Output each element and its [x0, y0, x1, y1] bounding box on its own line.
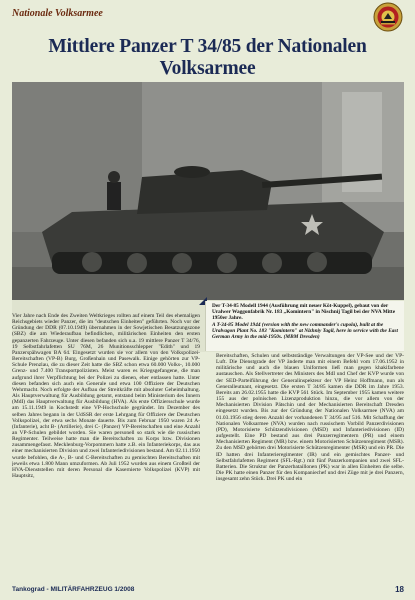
section-label: Nationale Volksarmee [12, 8, 103, 19]
body-column-left [12, 313, 200, 571]
article-title: Mittlere Panzer T 34/85 der Nationalen Volksarmee [48, 36, 367, 79]
body-paragraph-left: Vier Jahre nach Ende des Zweiten Weltkrieges rollten auf einem Teil des ehemaligen Reichsgebiets wieder Panzer, die im "deutschen Einheiten" geführten. Noch vor der Gründung der DDR (07.10.1949) übernahmen in der Sowjetischen Besatzungszone (SBZ) die am Wiederaufbau befindlichen, militärischen Einheiten den ersten gepanzerten Fahrzeuge. Unter diesen befanden sich u.a. 19 mittlere Panzer T 34/76, 19 Selbstfahrlafetten SU 76M, 26 Munitionsschlepper "Edith" und 19 Panzerspähwagen BA 64. Eingesetzt wurden sie vor allem von den Volkspolizei-Bereitschaften (VP-B) Burg, Großenhain und Pasewalk. Einige gehörten zur VP-Schule Prenzlau, die zu dieser Zeit hatte die SBZ schon etwa 60.000 Volks-, 10.000 Grenz- und 7.400 Transportpolizisten. Meist waren es Kriegsgefangene, die man aufgrund ihrer Verpflichtung bei der Polizei zu dienen, eher entlassen hatte. Unter diesen befanden sich auch ein Generale und etwa 100 Offiziere der Deutschen Wehrmacht. Noch erfolgte der Aufbau der Streitkräfte mit absoluter Geheimhaltung. Als Hauptverwaltung für Ausbildung getarnt, entstand beim Ministerium des Innern (MdI) das Hauptverwaltung für Ausbildung (HVA). Als erste Offiziersschule wurde am 15.11.1949 in Kochstedt eine VP-Hochschule gegründet. Im Dezember des selben Jahres begann in der UdSSR der erste Lehrgang für Offiziere der Deutschen Volkspolizei, der etwa sechs Monate dauerte. Bis zum Februar 1950 waren 24 A- (Infanterie), acht B- (Artillerie), drei C- (Panzer) VP-Bereitschaften und eine Anzahl an VP-Schulen gebildet worden. Sie waren personell so stark wie die russischen Regimenter. Teilweise hatte man die Bereitschaften zu Korps bzw. Divisionen zusammengefasst. Mecklenburg-Vorpommern hatte z.B. ein Infanteriekorps, das aus einer mechanisierten Division und zwei Infanteriedivisionen bestand. Am 02.11.1950 wurde befohlen, die A-, B- und C-Bereitschaften zu gemischten Bereitschaften mit jeweils etwa 1.800 Mann umzuformen. Ab Juli 1952 wurden aus einem Großteil der HVA-Dienststellen mit deren Personal die Kasernierte Volkspolizei (KVP) mit Hauptsitz, [12, 313, 200, 480]
article-body [12, 313, 404, 571]
caption-german: Der T-34-85 Modell 1944 (Ausführung mit neuer Köt-Kuppel), gebaut von der Uralwer Waggonfabrik Nr. 183 „Komintern" in Nischnij Tagil bei der NVA Mitte 1950er Jahre. [212, 303, 396, 322]
caption-english: A T-34-85 Model 1944 (version with the new commander's cupola), built at the Uralvagon Plant No. 183 "Komintern" at Nizhniy Tagil, here in service with the East German Army in the mid-1950s. (MBM Dresden) [212, 321, 398, 341]
magazine-name: Tankograd - MILITÄRFAHRZEUG 1/2008 [12, 586, 135, 593]
nva-emblem-icon [373, 2, 403, 32]
page-number: 18 [395, 585, 404, 594]
tank-photo [12, 82, 404, 300]
page-footer [12, 586, 404, 596]
body-column-right [216, 353, 404, 571]
body-paragraph-right: Bereitschaften, Schulen und selbstständige Verwaltungen der VP-See und der VP-Luft. Die Dienstgrade der VP änderte man mit einem Befehl vom 17.06.1952 in militärische und auch die blauen Uniformen ließ man gegen khakifarbene austauschen. Als Stellvertreter des Ministers des MdI und Chef der KVP wurde von der SED-Parteiführung der Generalinspekteur der VP Heinz Hoffmann, nun als Generalleutnant, eingesetzt. Die ersten T 34/85 kamen die DDR im Jahre 1953. Bereits am 26.02.1955 hatte die KVP 561 Stück. Im September 1955 kamen weitere 155 aus der polnischen Lizenzproduktion hinzu, die vor allem von der Mechanisierten Division Pätschin und der Mechanisierten Bereitschaft Dresden eingesetzt wurden. Bis zur der Gründung der Nationalen Volksarmee (NVA) am 01.03.1956 stieg deren Anzahl der vorhandenen T 34/95 auf 516. Mit Schaffung der Nationalen Volksarmee (NVA) wurden nach russischem Vorbild Panzerdivisionen (PD), Motorisierte Schützendivisionen (MSD) und Infanteriedivisionen (ID) aufgestellt. Eine PD bestand aus drei Panzerregimentern (PR) und einem Mechanisierten Regiment (MR) bzw. einem Motorisierten Schützenregiment (MSR). Zu den MSD gehörten drei Motorisierte Schützenregimenter (MSR) und ein PR. Die ID hatten drei Infanterieregimenter (IR) und ein gemischtes Panzer- und Selbstfahrlafetten Regiment (SFL-Rgt.) mit fünf Panzerkompanien und zwei SFL-Batterien. Die Struktur der Panzerbataillonen (PK) war in allen Einheiten die selbe. Die PK hatte einen Panzer für den Kompaniechef und drei Züge mit je drei Panzern, insgesamt zehn Stück. Drei PK und ein [216, 353, 404, 483]
tank-photo-icon [12, 82, 404, 300]
